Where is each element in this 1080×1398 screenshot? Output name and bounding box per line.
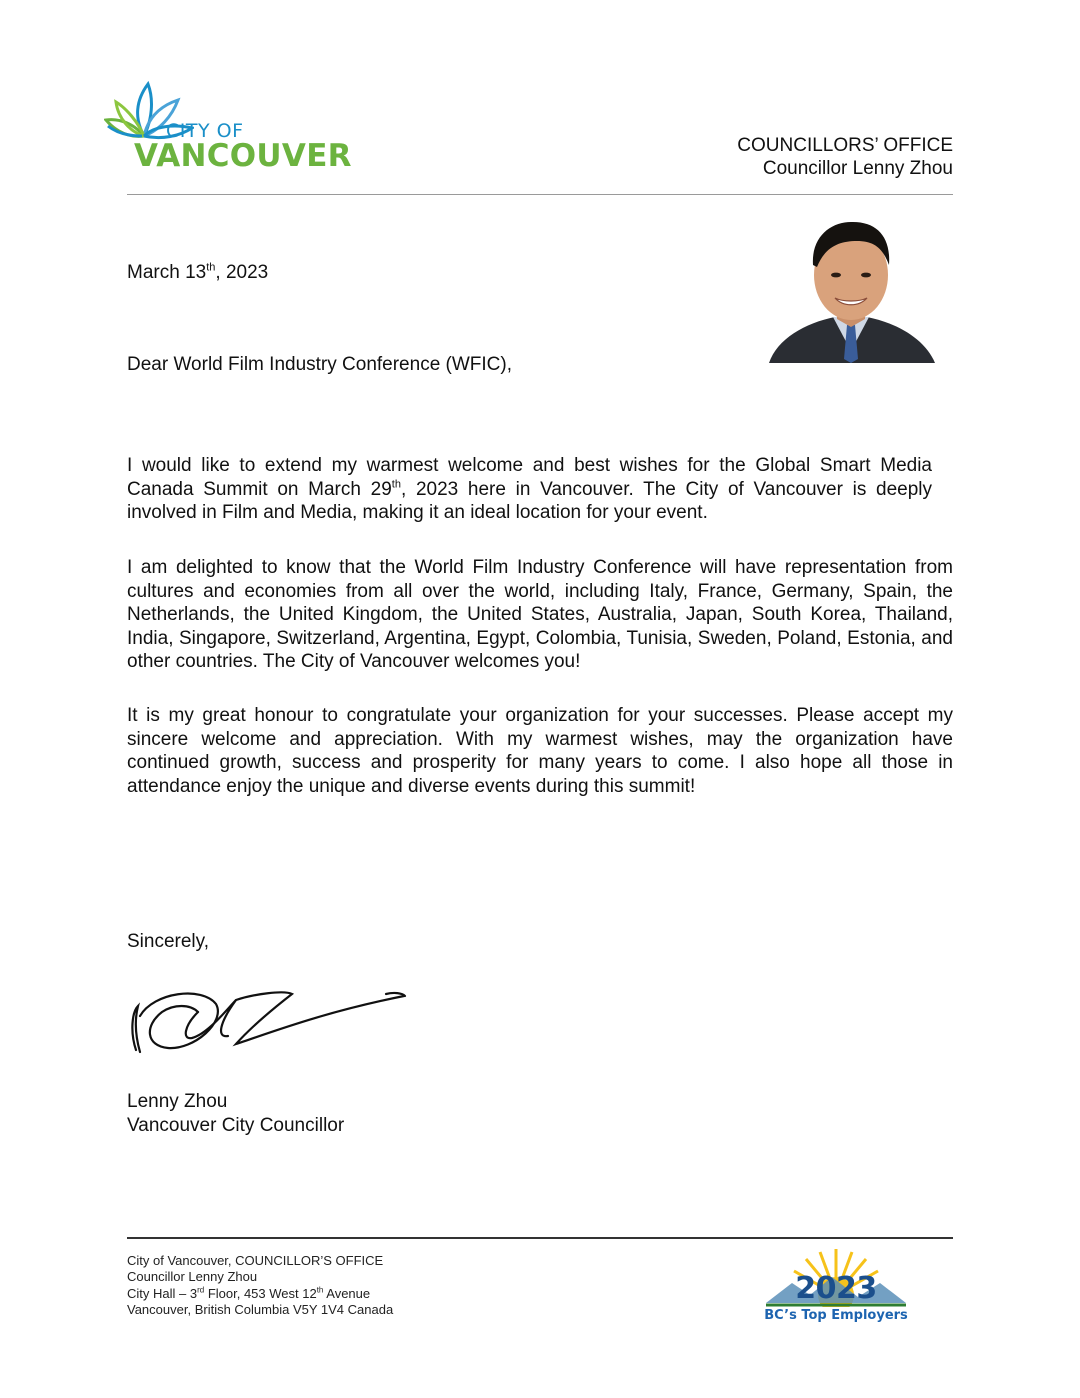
paragraph-welcome bbox=[127, 454, 932, 525]
footer-line-councillor: Councillor Lenny Zhou bbox=[127, 1269, 258, 1285]
bc-top-employers-badge bbox=[762, 1247, 910, 1327]
footer-line-city: Vancouver, British Columbia V5Y 1V4 Canada bbox=[127, 1302, 394, 1318]
footer-line3-part3: Avenue bbox=[323, 1285, 371, 1301]
signer-title: Vancouver City Councillor bbox=[127, 1114, 345, 1136]
salutation: Dear World Film Industry Conference (WFIC), bbox=[127, 354, 513, 375]
footer-divider bbox=[127, 1237, 953, 1239]
office-header bbox=[737, 134, 953, 180]
city-of-vancouver-logo bbox=[104, 78, 352, 178]
logo-city-of-text: CITY OF bbox=[166, 120, 244, 142]
logo-vancouver-text: VANCOUVER bbox=[134, 138, 352, 174]
date-year: , 2023 bbox=[215, 262, 269, 283]
footer-line3-part1: City Hall – 3 bbox=[127, 1285, 198, 1301]
office-title: COUNCILLORS’ OFFICE bbox=[737, 135, 953, 156]
date-ordinal: th bbox=[206, 261, 216, 274]
letter-date bbox=[127, 262, 268, 284]
footer-line3-ordinal1: rd bbox=[197, 1285, 205, 1295]
councillor-portrait-photo bbox=[765, 219, 937, 363]
footer-line3-part2: Floor, 453 West 12 bbox=[204, 1285, 317, 1301]
badge-caption: BC’s Top Employers bbox=[764, 1308, 908, 1323]
paragraph-welcome-part1: I would like to extend my warmest welcome and best wishes for the Global Smart Media Canada Summit on March 29 bbox=[127, 455, 932, 500]
footer-line3-ordinal2: th bbox=[316, 1285, 324, 1295]
header-divider bbox=[127, 194, 953, 195]
footer-line-cityhall bbox=[127, 1286, 393, 1302]
footer-address bbox=[127, 1253, 393, 1319]
closing: Sincerely, bbox=[127, 931, 210, 952]
footer-line-office: City of Vancouver, COUNCILLOR’S OFFICE bbox=[127, 1253, 384, 1268]
paragraph-representation: I am delighted to know that the World Film Industry Conference will have representation from cultures and economies from all over the world, including Italy, France, Germany, Spain, the Netherlands, the United Kingdom, the United States, Australia, Japan, South Korea, Thailand, India, Singapore, Switzerland, Argentina, Egypt, Colombia, Tunisia, Sweden, Poland, Estonia, and other countries. The City of Vancouver welcomes you! bbox=[127, 557, 953, 672]
signer-block bbox=[127, 1090, 344, 1137]
handwritten-signature bbox=[124, 982, 409, 1057]
badge-year: 2023 bbox=[795, 1271, 877, 1306]
paragraph-congratulations: It is my great honour to congratulate your organization for your successes. Please accept my sincere welcome and appreciation. With my warmest wishes, may the organization have continued growth, success and prosperity for many years to come. I also hope all those in attendance enjoy the unique and diverse events during this summit! bbox=[127, 705, 953, 797]
paragraph-welcome-part2: , 2023 here in Vancouver. The City of Vancouver is deeply involved in Film and Media, making it an ideal location for your event. bbox=[127, 478, 933, 523]
signer-name: Lenny Zhou bbox=[127, 1091, 228, 1112]
office-councillor-name: Councillor Lenny Zhou bbox=[762, 158, 953, 179]
paragraph-welcome-ordinal: th bbox=[391, 478, 401, 491]
date-text: March 13 bbox=[127, 262, 207, 283]
